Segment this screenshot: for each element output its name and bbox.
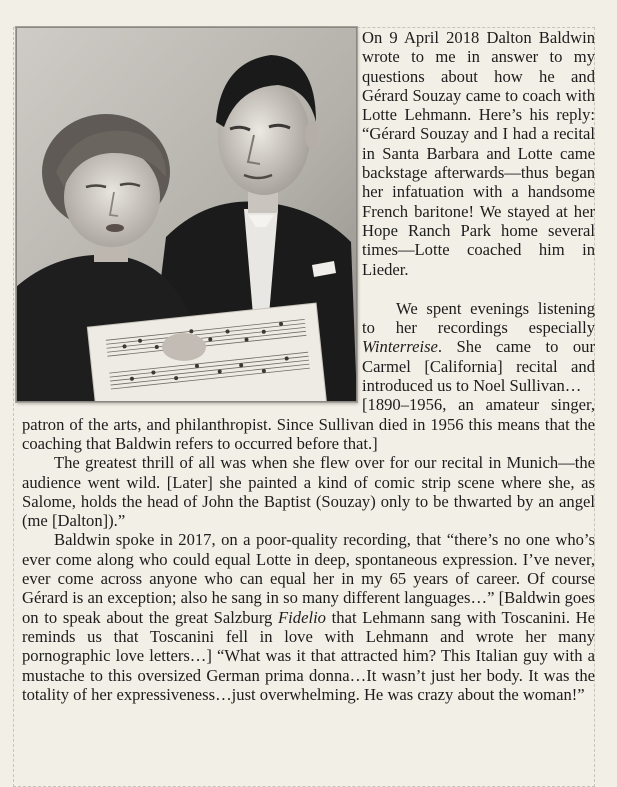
paragraph-2-text-b: . She came to our Carmel [California] recital and introduced us to Noel Sullivan… [362, 337, 595, 396]
article-text [22, 28, 595, 704]
photo-float-spacer [16, 28, 360, 403]
fidelio-title: Fidelio [278, 607, 326, 627]
paragraph-5 [22, 530, 595, 704]
paragraph-2-text-a: We spent evenings listening to her recordings especially [362, 298, 595, 338]
paragraph-1: On 9 April 2018 Dalton Baldwin wrote to me in answer to my questions about how he and Gérard Souzay came to coach with Lotte Lehmann. Here’s his reply: “Gérard Souzay and I had a recital in Santa Barbara and Lotte came backstage afterwards—thus began her infatuation with a handsome French baritone! We stayed at her Hope Ranch Park home several times—Lotte coached him in Lieder. [362, 28, 595, 279]
paragraph-3: [1890–1956, an amateur singer, patron of the arts, and philanthropist. Since Sullivan died in 1956 this means that the coaching that Baldwin refers to occurred before that.] [22, 395, 595, 453]
paragraph-5-text-b: that Lehmann sang with Toscanini. He reminds us that Toscanini fell in love with Lehmann and wrote her many pornographic love letters…] “What was it that attracted him? This Italian guy with a mustache to this oversized German prima donna…It wasn’t just her body. It was the totality of her expressiveness…just overwhelming. He was crazy about the woman!” [22, 607, 596, 704]
winterreise-title: Winterreise [362, 337, 438, 357]
paragraph-5-text-a: Baldwin spoke in 2017, on a poor-quality recording, that “there’s no one who’s ever come along who could equal Lotte in deep, spontaneous expression. I’ve never, ever come across anyone who can equal her in my 65 years of career. Of course Gérard is an exception; also he sang in so many different languages…” [Baldwin goes on to speak about the great Salzburg [22, 530, 595, 627]
paragraph-4: The greatest thrill of all was when she flew over for our recital in Munich—the audience went wild. [Later] she painted a kind of comic strip scene where she, as Salome, holds the head of John the Baptist (Souzay) only to be thwarted by an angel (me [Dalton]).” [22, 453, 595, 531]
